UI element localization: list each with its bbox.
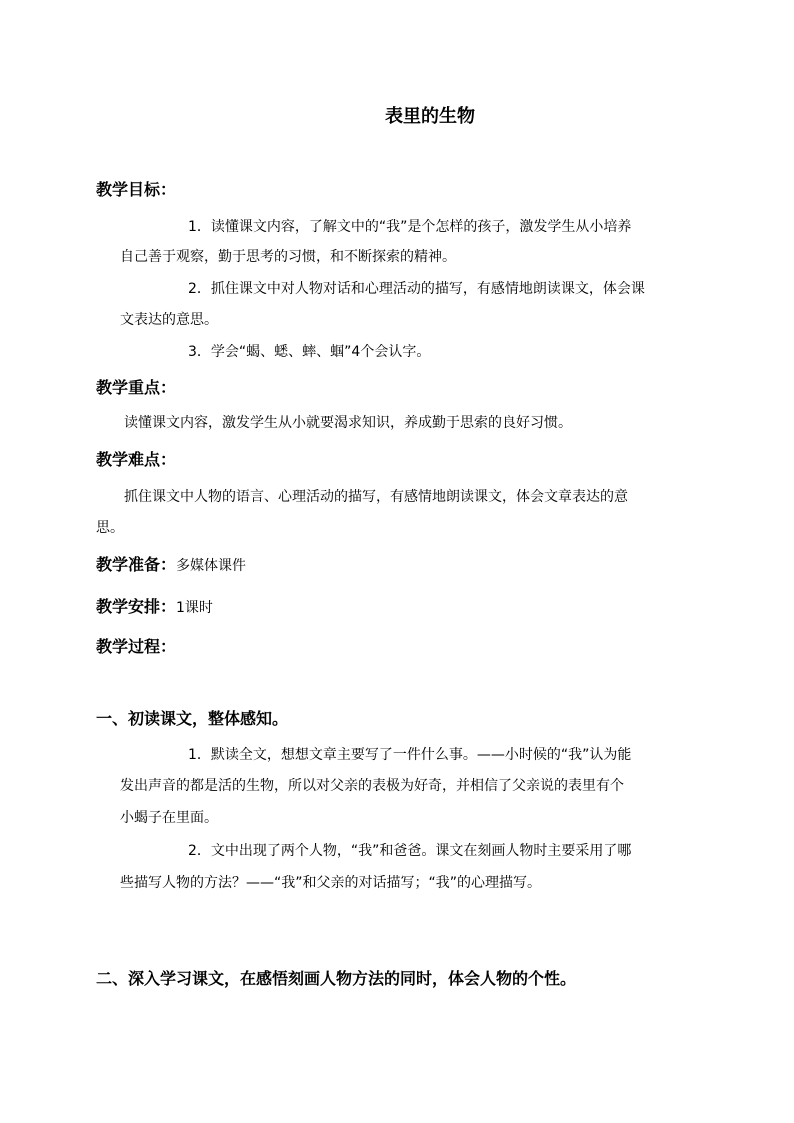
preparation-row bbox=[96, 553, 246, 578]
section-1-item-2-line-2: 些描写人物的方法？——“我”和父亲的对话描写；“我”的心理描写。 bbox=[120, 875, 542, 891]
objectives-heading: 教学目标： bbox=[96, 180, 177, 199]
objective-3: 3．学会“蝎、蟋、蟀、蝈”4个会认字。 bbox=[188, 344, 431, 360]
objective-1-line-2: 自己善于观察，勤于思考的习惯，和不断探索的精神。 bbox=[120, 249, 456, 265]
section-1-item-1-line-3: 小蝎子在里面。 bbox=[120, 810, 218, 826]
arrangement-heading: 教学安排： bbox=[96, 597, 177, 616]
preparation-heading: 教学准备： bbox=[96, 555, 177, 574]
section-1-item-1-line-2: 发出声音的都是活的生物，所以对父亲的表极为好奇，并相信了父亲说的表里有个 bbox=[120, 778, 624, 794]
objective-2-line-1: 2．抓住课文中对人物对话和心理活动的描写，有感情地朗读课文，体会课 bbox=[188, 281, 645, 297]
document-title: 表里的生物 bbox=[385, 106, 475, 127]
objective-2-line-2: 文表达的意思。 bbox=[120, 312, 218, 328]
process-heading: 教学过程： bbox=[96, 637, 177, 656]
difficulties-line-2: 思。 bbox=[96, 520, 124, 536]
difficulties-line-1: 抓住课文中人物的语言、心理活动的描写，有感情地朗读课文，体会文章表达的意 bbox=[124, 489, 628, 505]
section-1-item-2-line-1: 2．文中出现了两个人物，“我”和爸爸。课文在刻画人物时主要采用了哪 bbox=[188, 843, 632, 859]
difficulties-heading: 教学难点： bbox=[96, 450, 177, 469]
section-1-item-1-line-1: 1．默读全文，想想文章主要写了一件什么事。——小时候的“我”认为能 bbox=[188, 747, 632, 763]
arrangement-text: 1课时 bbox=[176, 600, 213, 616]
section-1-heading: 一、初读课文，整体感知。 bbox=[96, 709, 289, 728]
arrangement-row bbox=[96, 595, 213, 620]
section-2-heading: 二、深入学习课文，在感悟刻画人物方法的同时，体会人物的个性。 bbox=[96, 969, 577, 988]
key-points-text: 读懂课文内容，激发学生从小就要渴求知识，养成勤于思索的良好习惯。 bbox=[124, 415, 572, 431]
preparation-text: 多媒体课件 bbox=[176, 558, 247, 574]
key-points-heading: 教学重点： bbox=[96, 378, 177, 397]
objective-1-line-1: 1．读懂课文内容，了解文中的“我”是个怎样的孩子，激发学生从小培养 bbox=[188, 219, 632, 235]
